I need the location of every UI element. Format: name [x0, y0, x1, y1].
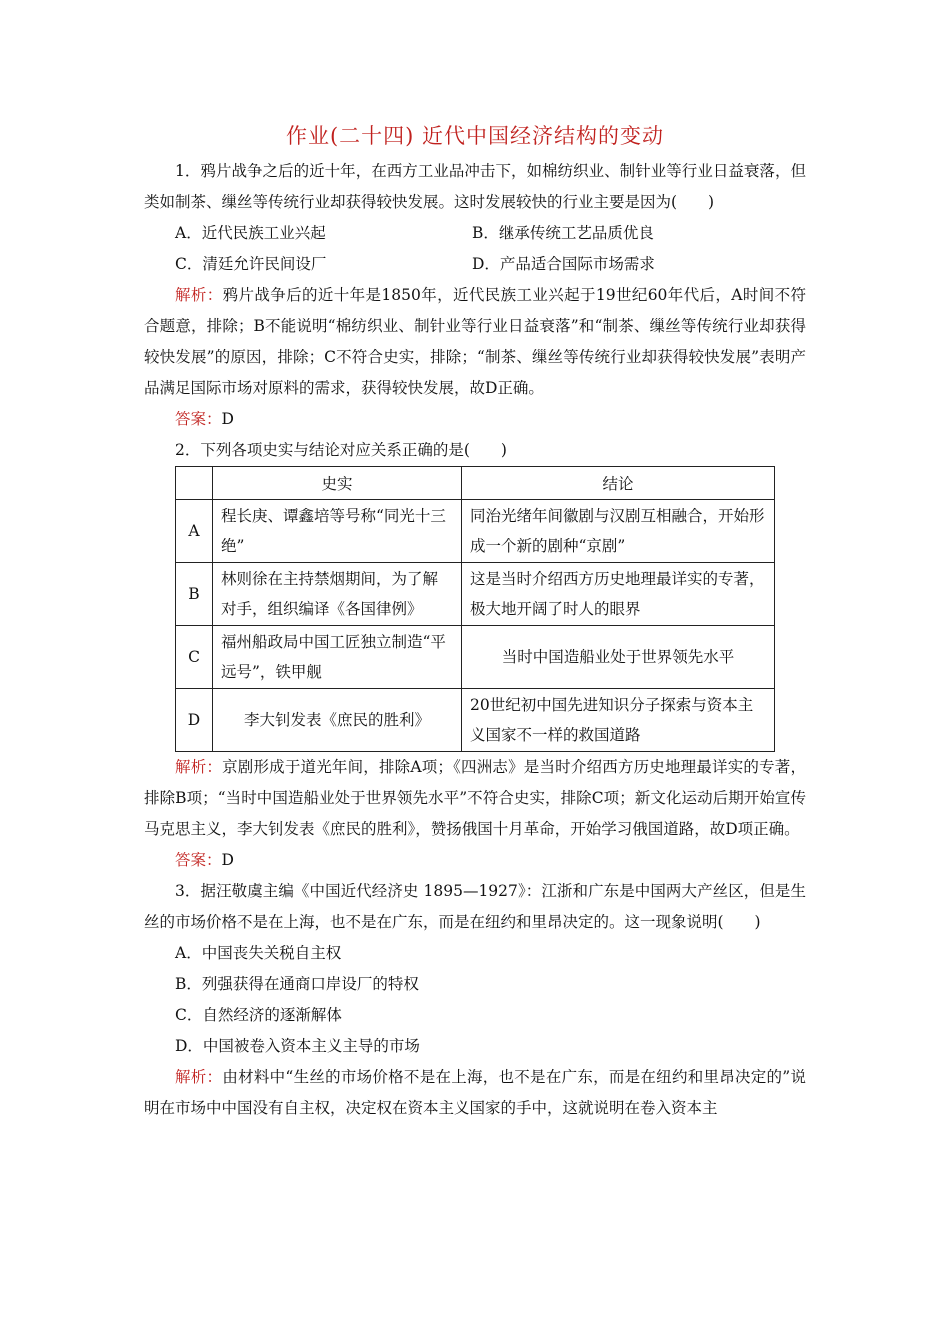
- question-1-analysis: [144, 280, 806, 404]
- question-3-option-b: B．列强获得在通商口岸设厂的特权: [175, 975, 419, 993]
- analysis-text: 鸦片战争后的近十年是1850年，近代民族工业兴起于19世纪60年代后，A时间不符合题意，排除；B不能说明“棉纺织业、制针业等行业日益衰落”和“制茶、缫丝等传统行业却获得较快发展”的原因，排除；C不符合史实，排除；“制茶、缫丝等传统行业却获得较快发展”表明产品满足国际市场对原料的需求，获得较快发展，故D正确。: [144, 286, 806, 397]
- table-row: [176, 626, 775, 689]
- answer-label: 答案：: [175, 410, 222, 428]
- question-2-table: [175, 466, 775, 752]
- question-1-answer: [144, 404, 806, 435]
- question-3-option-a: A．中国丧失关税自主权: [175, 944, 342, 962]
- page-title: 作业(二十四) 近代中国经济结构的变动: [285, 124, 665, 148]
- question-3-analysis: [144, 1062, 806, 1124]
- answer-value: D: [221, 851, 234, 869]
- document-body: [144, 156, 806, 1124]
- question-2-stem: 2．下列各项史实与结论对应关系正确的是( ): [175, 441, 507, 459]
- analysis-label: 解析：: [175, 1068, 223, 1086]
- question-2-analysis: [144, 752, 806, 845]
- question-1-options-row-1: [144, 218, 806, 249]
- table-cell-conclusion: 当时中国造船业处于世界领先水平: [462, 626, 775, 689]
- question-2-answer: [144, 845, 806, 876]
- answer-label: 答案：: [175, 851, 222, 869]
- table-cell-fact: 林则徐在主持禁烟期间，为了解对手，组织编译《各国律例》: [213, 563, 462, 626]
- table-cell-conclusion: 20世纪初中国先进知识分子探索与资本主义国家不一样的救国道路: [462, 689, 775, 752]
- table-cell-conclusion: 这是当时介绍西方历史地理最详实的专著，极大地开阔了时人的眼界: [462, 563, 775, 626]
- table-header-letter: [176, 467, 213, 500]
- table-row: [176, 689, 775, 752]
- table-row: [176, 563, 775, 626]
- question-1-option-c: C．清廷允许民间设厂: [175, 255, 327, 273]
- question-3-option-c: C．自然经济的逐渐解体: [175, 1006, 342, 1024]
- table-row: [176, 500, 775, 563]
- table-cell-fact: 福州船政局中国工匠独立制造“平远号”，铁甲舰: [213, 626, 462, 689]
- question-3-option-d: D．中国被卷入资本主义主导的市场: [175, 1037, 420, 1055]
- table-header-fact: 史实: [213, 467, 462, 500]
- question-1-option-b: B．继承传统工艺品质优良: [472, 224, 654, 242]
- question-1-option-d: D．产品适合国际市场需求: [472, 255, 655, 273]
- table-cell-conclusion: 同治光绪年间徽剧与汉剧互相融合，开始形成一个新的剧种“京剧”: [462, 500, 775, 563]
- analysis-text: 京剧形成于道光年间，排除A项；《四洲志》是当时介绍西方历史地理最详实的专著，排除B项；“当时中国造船业处于世界领先水平”不符合史实，排除C项；新文化运动后期开始宣传马克思主义，李大钊发表《庶民的胜利》，赞扬俄国十月革命，开始学习俄国道路，故D项正确。: [144, 758, 806, 838]
- table-header-row: [176, 467, 775, 500]
- table-cell-letter: A: [176, 500, 213, 563]
- question-3-stem: 3．据汪敬虞主编《中国近代经济史 1895—1927》：江浙和广东是中国两大产丝区，但是生丝的市场价格不是在上海，也不是在广东，而是在纽约和里昂决定的。这一现象说明( ): [144, 882, 806, 931]
- question-1-options-row-2: [144, 249, 806, 280]
- analysis-text: 由材料中“生丝的市场价格不是在上海，也不是在广东，而是在纽约和里昂决定的”说明在市场中中国没有自主权，决定权在资本主义国家的手中，这就说明在卷入资本主: [144, 1068, 806, 1117]
- question-1-stem: 1．鸦片战争之后的近十年，在西方工业品冲击下，如棉纺织业、制针业等行业日益衰落，但类如制茶、缫丝等传统行业却获得较快发展。这时发展较快的行业主要是因为( ): [144, 162, 806, 211]
- table-cell-fact: 李大钊发表《庶民的胜利》: [213, 689, 462, 752]
- table-cell-letter: B: [176, 563, 213, 626]
- answer-value: D: [221, 410, 234, 428]
- question-1-option-a: A．近代民族工业兴起: [175, 224, 326, 242]
- table-cell-fact: 程长庚、谭鑫培等号称“同光十三绝”: [213, 500, 462, 563]
- table-header-conclusion: 结论: [462, 467, 775, 500]
- analysis-label: 解析：: [175, 286, 223, 304]
- table-cell-letter: C: [176, 626, 213, 689]
- table-cell-letter: D: [176, 689, 213, 752]
- analysis-label: 解析：: [175, 758, 223, 776]
